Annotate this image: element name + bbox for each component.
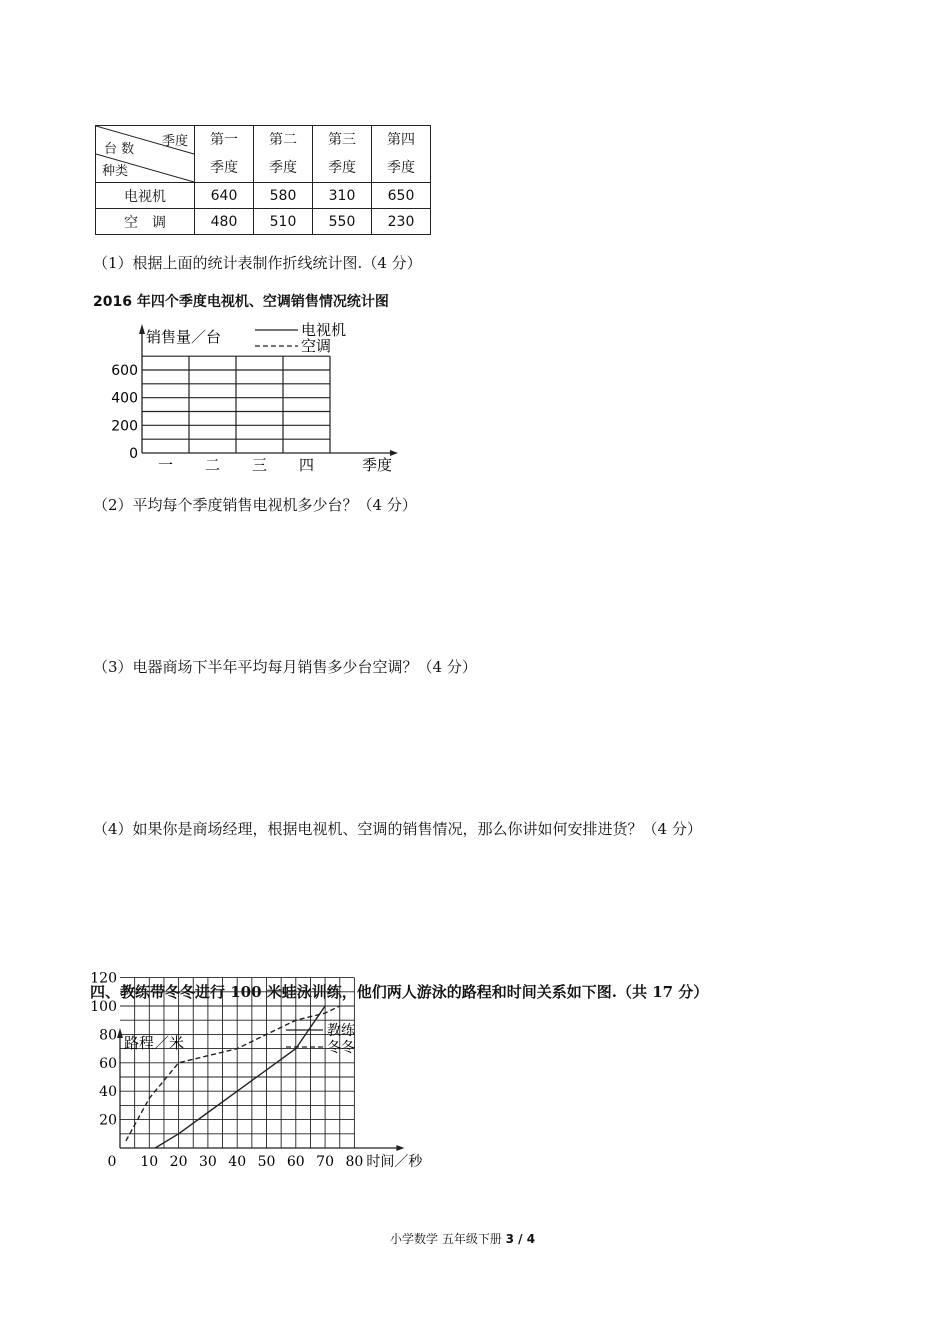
x-tick-label: 20 — [169, 1154, 188, 1170]
table-cell: 510 — [254, 209, 313, 235]
legend-label: 冬冬 — [327, 1040, 355, 1056]
x-tick-label: 40 — [228, 1154, 247, 1170]
x-tick-label: 10 — [140, 1154, 159, 1170]
section-4-title: 四、教练带冬冬进行 100 米蛙泳训练，他们两人游泳的路程和时间关系如下图.（共 17 分） — [90, 983, 709, 1001]
series-line-dongdong — [126, 1006, 340, 1141]
legend-label: 教练 — [327, 1023, 355, 1039]
y-axis-arrow — [117, 1028, 123, 1038]
row-label: 空 调 — [96, 209, 195, 235]
x-tick-label: 一 — [157, 456, 174, 474]
y-axis-label: 路程／米 — [124, 1034, 185, 1052]
y-tick-label: 200 — [111, 418, 138, 435]
table-cell: 230 — [372, 209, 431, 235]
chart1-title: 2016 年四个季度电视机、空调销售情况统计图 — [93, 294, 389, 310]
y-axis-label: 销售量／台 — [146, 328, 222, 346]
x-tick-label: 70 — [316, 1154, 335, 1170]
quarter-header: 第三 季度 — [313, 126, 372, 183]
quarter-header: 第四 季度 — [372, 126, 431, 183]
y-tick-label: 40 — [99, 1084, 117, 1101]
x-tick-label: 二 — [204, 456, 221, 474]
legend-label: 空调 — [301, 337, 332, 355]
question-4: （4）如果你是商场经理，根据电视机、空调的销售情况，那么你讲如何安排进货？（4 分） — [93, 820, 702, 838]
x-axis-label: 时间／秒 — [366, 1154, 423, 1170]
x-tick-label: 四 — [298, 456, 315, 474]
sales-table — [95, 125, 431, 235]
table-cell: 550 — [313, 209, 372, 235]
row-label: 电视机 — [96, 183, 195, 209]
table-cell: 580 — [254, 183, 313, 209]
table-cell: 310 — [313, 183, 372, 209]
quarter-header: 第二 季度 — [254, 126, 313, 183]
y-tick-label: 80 — [99, 1027, 117, 1044]
x-tick-label: 0 — [107, 1154, 117, 1170]
y-tick-label: 120 — [90, 970, 117, 987]
x-tick-label: 80 — [345, 1154, 364, 1170]
corner-label-type: 种类 — [102, 164, 129, 179]
y-tick-label: 400 — [111, 390, 138, 407]
x-tick-label: 50 — [257, 1154, 276, 1170]
sales-line-chart — [100, 318, 420, 478]
y-axis-arrow — [139, 324, 145, 334]
y-tick-label: 100 — [90, 999, 117, 1015]
y-tick-label: 600 — [111, 363, 138, 379]
x-tick-label: 30 — [198, 1154, 217, 1170]
x-tick-label: 三 — [251, 456, 268, 474]
corner-label-quarter: 季度 — [161, 134, 188, 149]
table-row — [96, 183, 431, 209]
footer-text: 小学数学 五年级下册 — [390, 1232, 506, 1246]
x-axis-label: 季度 — [362, 456, 393, 474]
page-number: 3 / 4 — [505, 1232, 536, 1246]
table-corner-cell — [96, 126, 195, 183]
quarter-header: 第一 季度 — [195, 126, 254, 183]
table-cell: 650 — [372, 183, 431, 209]
table-row — [96, 209, 431, 235]
question-2: （2）平均每个季度销售电视机多少台？（4 分） — [93, 496, 417, 514]
question-3: （3）电器商场下半年平均每月销售多少台空调？（4 分） — [93, 658, 477, 676]
y-tick-label: 0 — [129, 446, 138, 462]
legend-label: 电视机 — [301, 321, 347, 339]
page-footer — [390, 1230, 535, 1247]
table-cell: 640 — [195, 183, 254, 209]
corner-label-count: 台 数 — [104, 142, 135, 157]
y-tick-label: 60 — [99, 1055, 117, 1072]
y-tick-label: 20 — [99, 1112, 117, 1129]
x-tick-label: 60 — [286, 1154, 305, 1170]
x-axis-arrow — [396, 1145, 404, 1151]
question-1: （1）根据上面的统计表制作折线统计图.（4 分） — [93, 254, 422, 272]
table-cell: 480 — [195, 209, 254, 235]
